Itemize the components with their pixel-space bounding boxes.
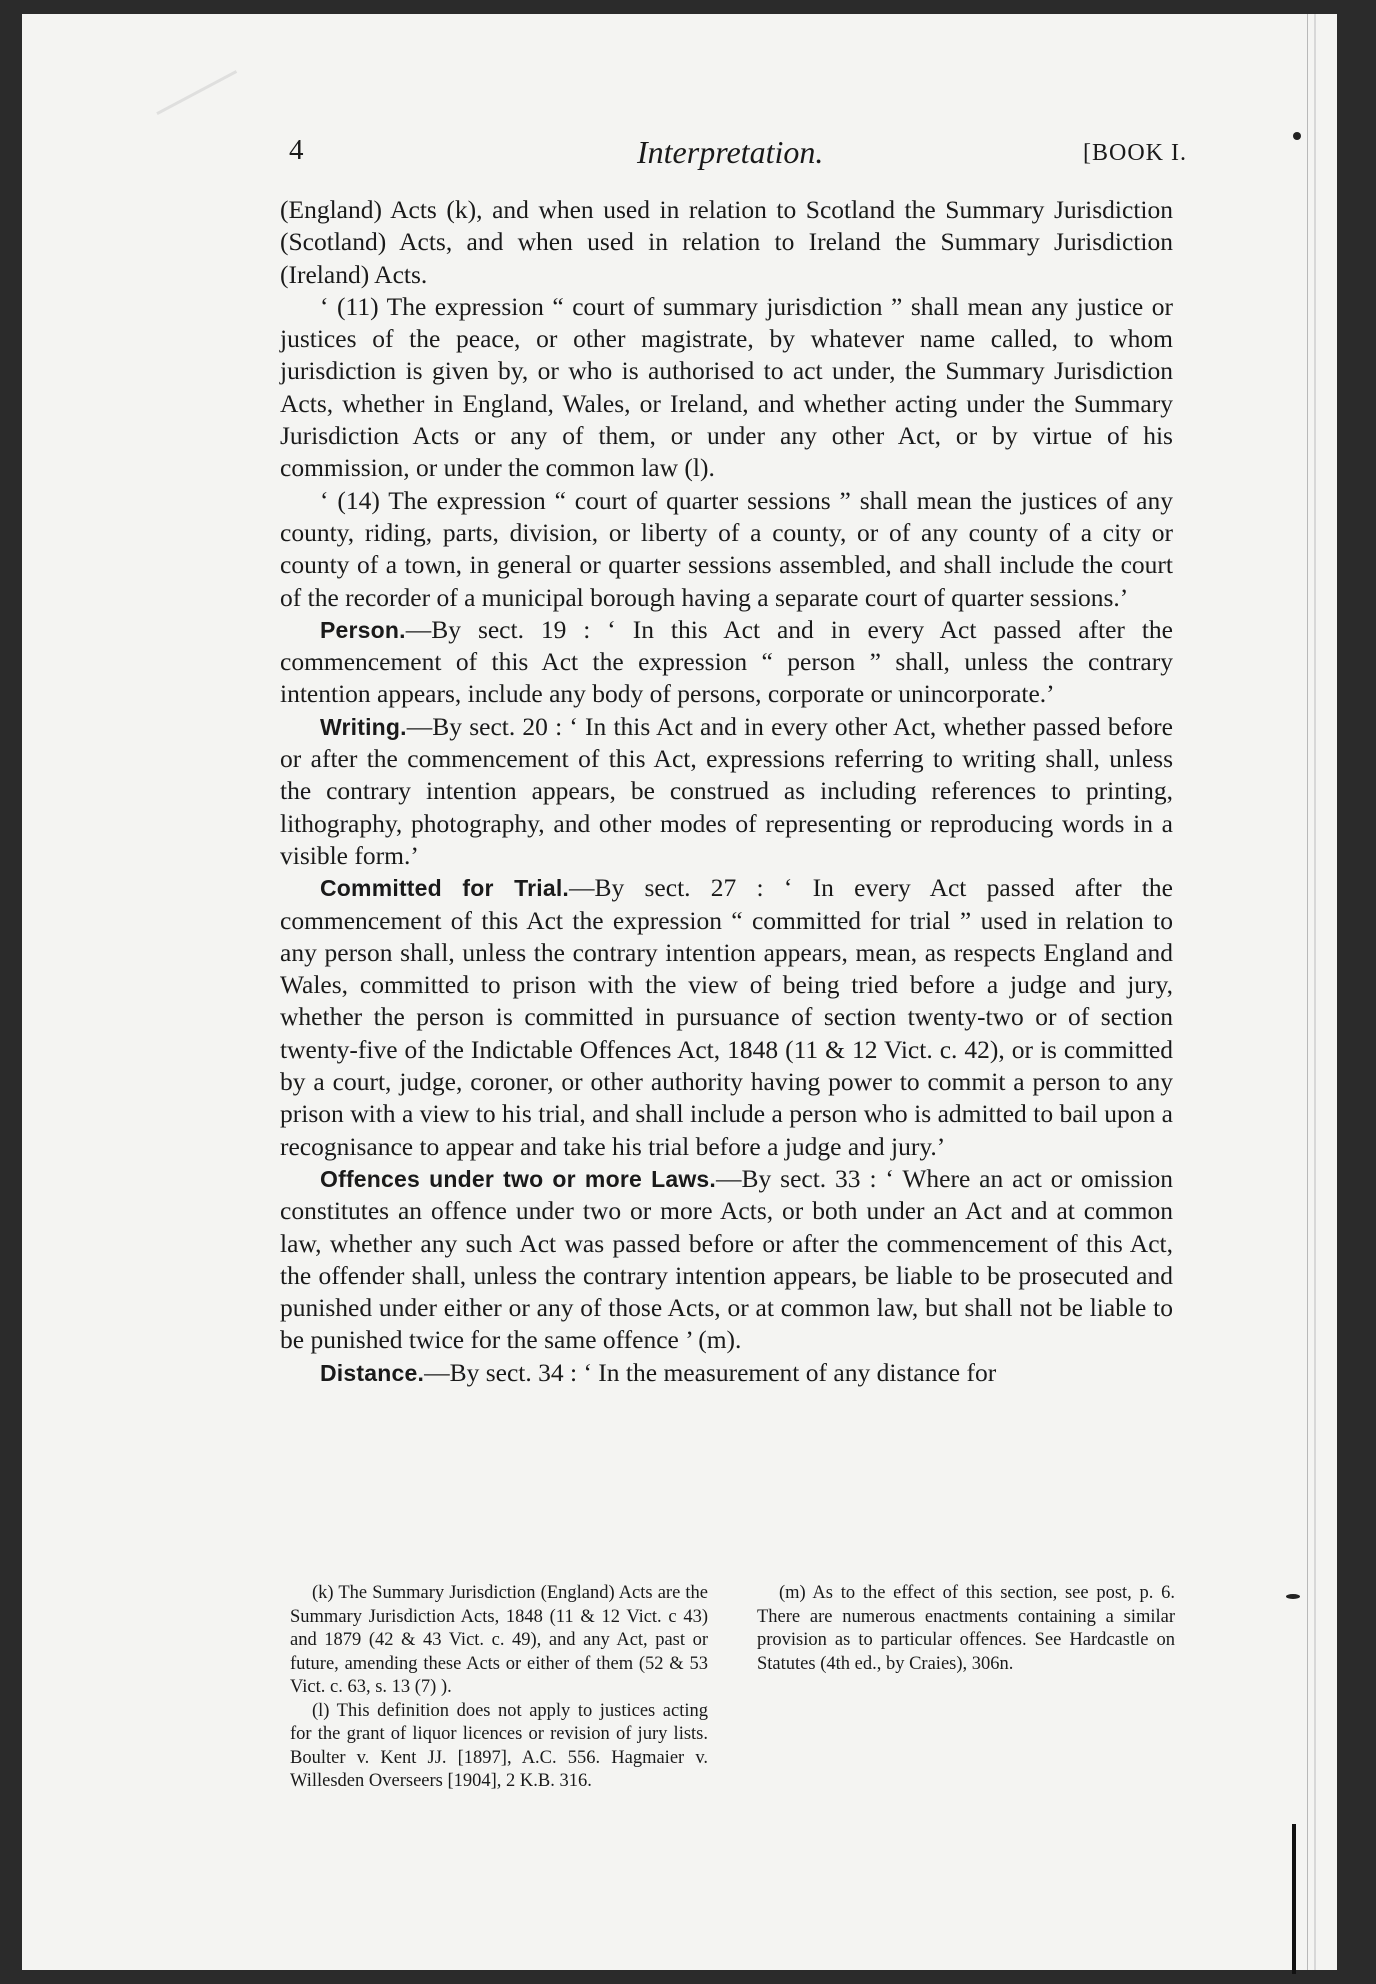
body-text bbox=[280, 194, 1173, 1389]
edge-speck bbox=[1286, 1594, 1300, 1599]
section-writing bbox=[280, 711, 1173, 872]
footnote-m: (m) As to the effect of this section, see post, p. 6. There are numerous enactments containing a similar provision as to particular offences. See Hardcastle on Statutes (4th ed., by Craies), 306n. bbox=[757, 1583, 1175, 1674]
page-header bbox=[267, 134, 1187, 184]
paragraph: ‘ (14) The expression “ court of quarter sessions ” shall mean the justices of any county, riding, parts, division, or liberty of a county, or of any county of a city or county of a town, in general or quarter sessions assembled, and shall include the court of the recorder of a municipal borough having a separate court of quarter sessions.’ bbox=[280, 485, 1173, 612]
section-text: —By sect. 27 : ‘ In every Act passed after the commencement of this Act the expression “ committed for trial ” used in relation to any person shall, unless the contrary intention appears, mean, as respects England and Wales, committed to prison with the view of being tried before a judge and jury, whether the person is committed in pursuance of section twenty-two or of section twenty-five of the Indictable Offences Act, 1848 (11 & 12 Vict. c. 42), or is committed by a court, judge, coroner, or other authority having power to commit a person to any prison with a view to his trial, and shall include a person who is admitted to bail upon a recognisance to appear and take his trial before a judge and jury.’ bbox=[280, 873, 1173, 1161]
page-edge bbox=[1307, 14, 1308, 1970]
footnote-column-left bbox=[290, 1582, 708, 1791]
section-heading: Committed for Trial. bbox=[320, 875, 569, 902]
section-distance bbox=[280, 1357, 1173, 1389]
scan-mark bbox=[133, 26, 237, 115]
edge-speck bbox=[1293, 132, 1301, 140]
paragraph: (England) Acts (k), and when used in relation to Scotland the Summary Jurisdiction (Scotland) Acts, and when used in relation to Ireland the Summary Jurisdiction (Ireland) Acts. bbox=[280, 195, 1173, 289]
footnote-l: (l) This definition does not apply to justices acting for the grant of liquor licences or revision of jury lists. Boulter v. Kent JJ. [1897], A.C. 556. Hagmaier v. Willesden Overseers [1904], 2 K.B. 316. bbox=[290, 1700, 708, 1791]
section-heading: Distance. bbox=[320, 1359, 425, 1386]
section-text: —By sect. 20 : ‘ In this Act and in every other Act, whether passed before or after the commencement of this Act, expressions referring to writing shall, unless the contrary intention appears, be construed as including references to printing, lithography, photography, and other modes of representing or reproducing words in a visible form.’ bbox=[280, 711, 1173, 870]
binding-mark bbox=[1292, 1824, 1296, 1974]
footnote-column-right bbox=[757, 1582, 1175, 1770]
section-committed bbox=[280, 872, 1173, 1163]
section-heading: Person. bbox=[320, 616, 406, 643]
running-title: Interpretation. bbox=[637, 134, 824, 170]
page-number: 4 bbox=[289, 134, 304, 166]
footnotes bbox=[290, 1582, 1175, 1791]
footnote-k: (k) The Summary Jurisdiction (England) Acts are the Summary Jurisdiction Acts, 1848 (11 & 12 Vict. c 43) and 1879 (42 & 43 Vict. c. 49), and any Act, past or future, amending these Acts or either of them (52 & 53 Vict. c. 63, s. 13 (7) ). bbox=[290, 1583, 708, 1697]
page-edge-shadow bbox=[1314, 14, 1316, 1970]
section-heading: Offences under two or more Laws. bbox=[320, 1165, 716, 1192]
section-text: —By sect. 34 : ‘ In the measurement of any distance for bbox=[424, 1357, 997, 1387]
book-page bbox=[22, 14, 1337, 1970]
section-offences bbox=[280, 1163, 1173, 1357]
book-label: [BOOK I. bbox=[1083, 140, 1187, 166]
section-text: —By sect. 19 : ‘ In this Act and in every Act passed after the commencement of this Act the expression “ person ” shall, unless the contrary intention appears, include any body of persons, corporate or unincorporate.’ bbox=[280, 614, 1173, 709]
section-person bbox=[280, 614, 1173, 711]
paragraph: ‘ (11) The expression “ court of summary jurisdiction ” shall mean any justice or justices of the peace, or other magistrate, by whatever name called, to whom jurisdiction is given by, or who is authorised to act under, the Summary Jurisdiction Acts, whether in England, Wales, or Ireland, and whether acting under the Summary Jurisdiction Acts or any of them, or under any other Act, or by virtue of his commission, or under the common law (l). bbox=[280, 291, 1173, 483]
section-heading: Writing. bbox=[320, 713, 407, 740]
section-text: —By sect. 33 : ‘ Where an act or omission constitutes an offence under two or more Acts, or both under an Act and at common law, whether any such Act was passed before or after the commencement of this Act, the offender shall, unless the contrary intention appears, be liable to be prosecuted and punished under either or any of those Acts, or at common law, but shall not be liable to be punished twice for the same offence ’ (m). bbox=[280, 1163, 1173, 1355]
